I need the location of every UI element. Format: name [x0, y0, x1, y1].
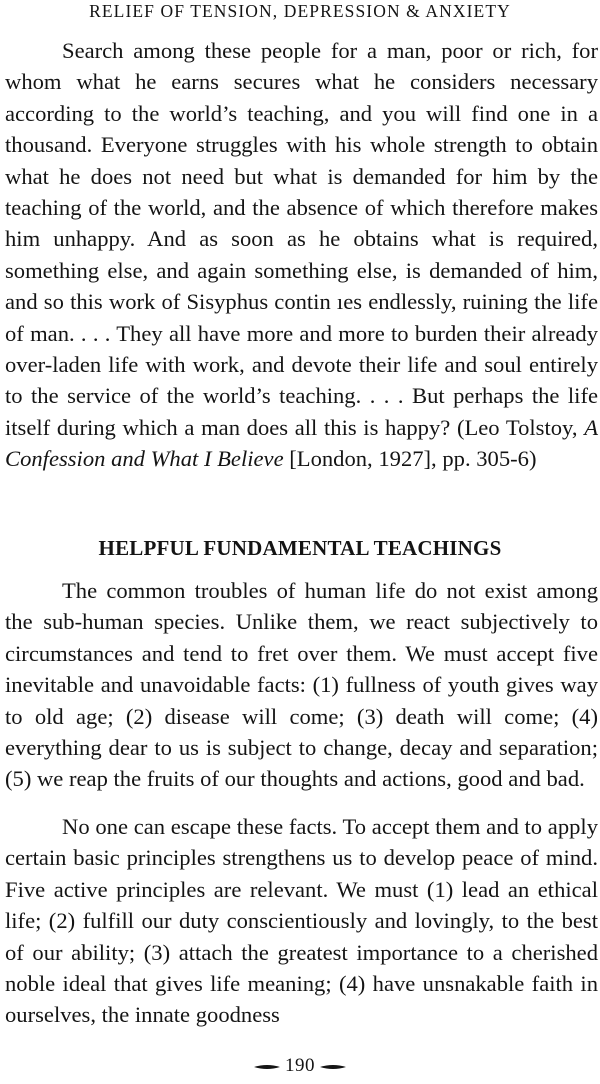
page-number: 190 [285, 1055, 315, 1076]
body-paragraph: No one can escape these facts. To accept them and to apply certain basic principles strengthens us to develop peace of mind. Five active principles are relevant. We must (1) lead an ethical life; (2) fulfill our duty conscientiously and lovingly, to the best of our ability; (3) attach the greatest importance to a cherished noble ideal that gives life meaning; (4) have unsnakable faith in ourselves, the innate goodness [5, 814, 598, 1028]
tolstoy-quote-paragraph [5, 35, 598, 475]
body-paragraph: The common troubles of human life do not exist among the sub-human species. Unlike them, we react subjectively to circumstances and tend to fret over them. We must accept five inevitable and unavoidable facts: (1) fullness of youth gives way to old age; (2) disease will come; (3) death will come; (4) everything dear to us is subject to change, decay and separation; (5) we reap the fruits of our thoughts and actions, good and bad. [5, 578, 598, 792]
folio-ornament-left [254, 1063, 280, 1071]
folio-ornament-right [320, 1063, 346, 1071]
section-heading: HELPFUL FUNDAMENTAL TEACHINGS [98, 536, 502, 560]
running-header: RELIEF OF TENSION, DEPRESSION & ANXIETY [89, 1, 511, 21]
quote-citation-details: [London, 1927], pp. 305-6) [283, 446, 537, 472]
quote-text: Search among these people for a man, poor or rich, for whom what he earns secures what he considers necessary according to the world’s teaching, and you will find one in a thousand. Everyone struggles with his whole strength to obtain what he does not need but what is demanded for him by the teaching of the world, and the absence of which therefore makes him unhappy. And as soon as he obtains what is required, something else, and again something else, is demanded of him, and so this work of Sisyphus contin ıes endlessly, ruining the life of man. . . . They all have more and more to burden their already over-laden life with work, and devote their life and soul entirely to the service of the world’s teaching. . . . But perhaps the life itself during which a man does all this is happy? (Leo Tolstoy, [5, 38, 598, 440]
page-number-footer [0, 1054, 600, 1078]
quote-citation-title: A Confession and What I Believe [5, 414, 598, 472]
